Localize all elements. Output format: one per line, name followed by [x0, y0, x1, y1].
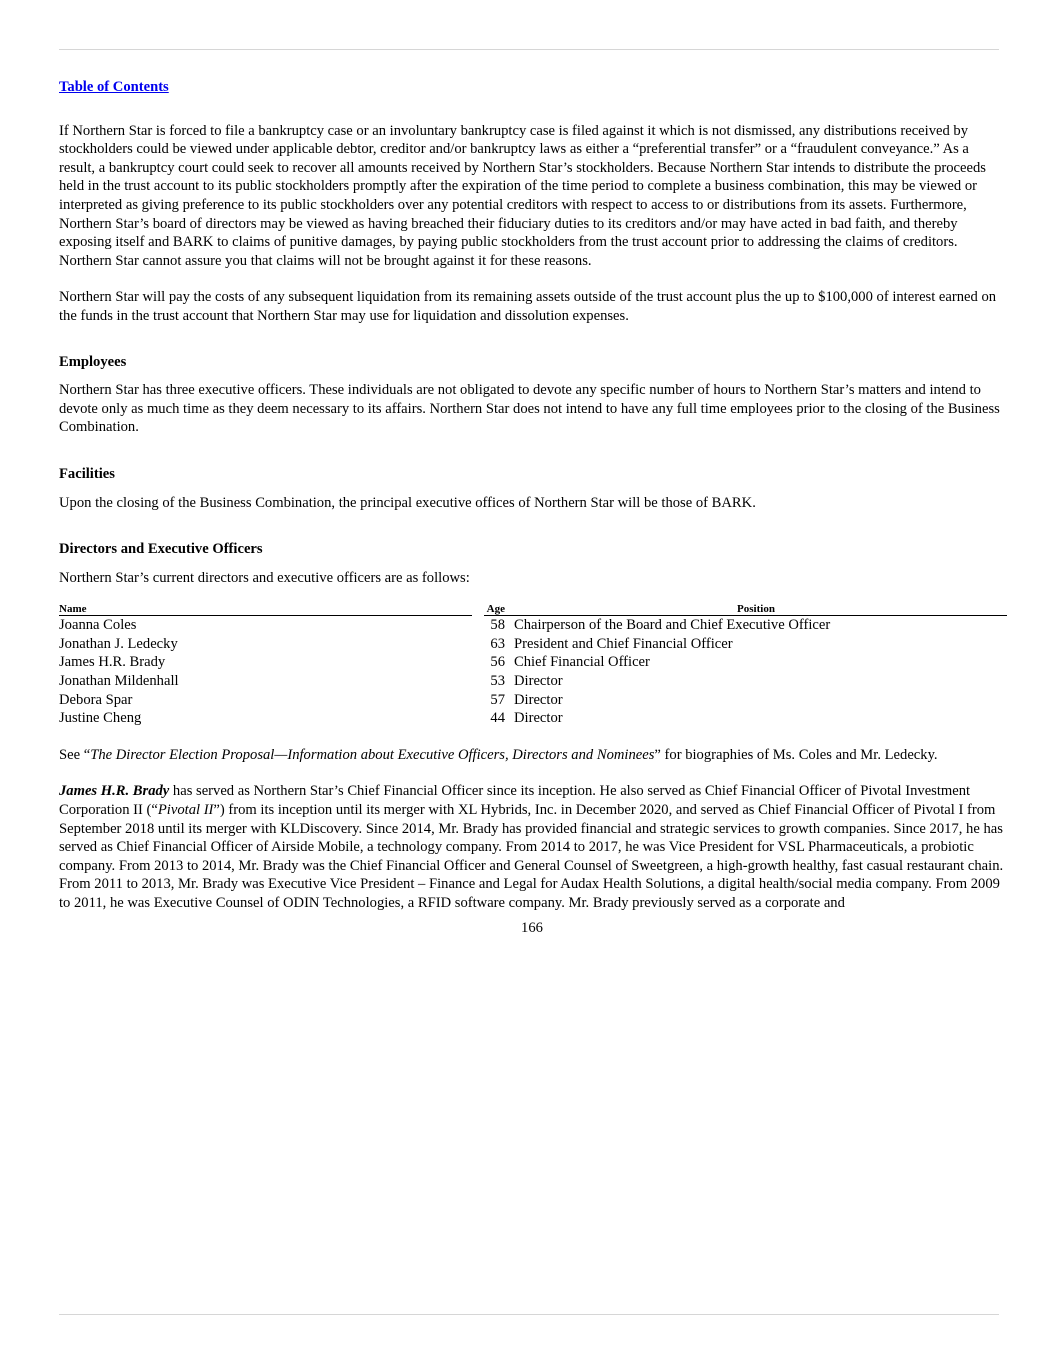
- column-gap: [472, 603, 484, 616]
- brady-bio-pivotal: Pivotal II: [157, 802, 214, 819]
- employees-heading: Employees: [59, 353, 127, 370]
- officer-name: Joanna Coles: [59, 617, 137, 634]
- officer-age: 53: [490, 673, 505, 690]
- directors-intro: Northern Star’s current directors and executive officers are as follows:: [59, 569, 470, 586]
- officer-name: Jonathan J. Ledecky: [59, 635, 178, 652]
- employees-paragraph: Northern Star has three executive officers. These individuals are not obligated to devote any specific number of hours to Northern Star’s matters and intend to devote only as much time as they deem necessary to its affairs. Northern Star does not intend to have any full time employees prior to the closing of the Business Combination.: [59, 382, 1000, 436]
- age-column-header: Age: [484, 603, 505, 616]
- officer-age: 57: [490, 691, 505, 708]
- name-column-header: Name: [59, 603, 472, 616]
- top-divider: [59, 49, 999, 50]
- officer-age: 63: [490, 635, 505, 652]
- table-row: [59, 709, 1007, 728]
- officer-name: Debora Spar: [59, 691, 133, 708]
- table-row: [59, 616, 1007, 635]
- table-row: [59, 635, 1007, 654]
- officer-name: Justine Cheng: [59, 710, 142, 727]
- bankruptcy-paragraph: If Northern Star is forced to file a bankruptcy case or an involuntary bankruptcy case is filed against it which is not dismissed, any distributions received by stockholders could be viewed under applicable debtor, creditor and/or bankruptcy laws as either a “preferential transfer” or a “fraudulent conveyance.” As a result, a bankruptcy court could seek to recover all amounts received by Northern Star’s stockholders. Because Northern Star intends to distribute the proceeds held in the trust account to its public stockholders promptly after the expiration of the time period to complete a business combination, this may be viewed or interpreted as giving preference to its public stockholders over any potential creditors with respect to access to or distributions from its assets. Furthermore, Northern Star’s board of directors may be viewed as having breached their fiduciary duties to its creditors and/or may have acted in bad faith, and thereby exposing itself and BARK to claims of punitive damages, by paying public stockholders from the trust account prior to addressing the claims of creditors. Northern Star cannot assure you that claims will not be brought against it for these reasons.: [59, 122, 986, 269]
- table-row: [59, 653, 1007, 672]
- page-number: 166: [521, 919, 543, 936]
- table-row: [59, 691, 1007, 710]
- officer-position: President and Chief Financial Officer: [514, 635, 733, 652]
- bottom-divider: [59, 1314, 999, 1315]
- officer-position: Chief Financial Officer: [514, 654, 650, 671]
- brady-bio-part2: ”) from its inception until its merger with XL Hybrids, Inc. in December 2020, and served as Chief Financial Officer of Pivotal I from September 2018 until its merger with KLDiscovery. Since 2014, Mr. Brady has provided financial and strategic services to growth companies. Since 2017, he has served as Chief Financial Officer of Airside Mobile, a technology company. From 2014 to 2017, he was Vice President for VSL Pharmaceuticals, a probiotic company. From 2013 to 2014, Mr. Brady was the Chief Financial Officer and General Counsel of Sweetgreen, a high-growth healthy, fast casual restaurant chain. From 2011 to 2013, Mr. Brady was Executive Vice President – Finance and Legal for Audax Health Solutions, a digital health/social media company. From 2009 to 2011, he was Executive Counsel of ODIN Technologies, a RFID software company. Mr. Brady previously served as a corporate and: [59, 802, 1004, 911]
- officer-name: James H.R. Brady: [59, 654, 166, 671]
- brady-name: James H.R. Brady: [59, 783, 170, 800]
- officer-position: Director: [514, 691, 563, 708]
- position-column-header: Position: [505, 603, 1007, 616]
- table-row: [59, 672, 1007, 691]
- officers-table: [59, 603, 1007, 728]
- facilities-heading: Facilities: [59, 465, 115, 482]
- officers-table-header: [59, 603, 1007, 616]
- facilities-paragraph: Upon the closing of the Business Combination, the principal executive offices of Northern Star will be those of BARK.: [59, 494, 756, 511]
- see-suffix: ” for biographies of Ms. Coles and Mr. Ledecky.: [654, 746, 938, 763]
- officer-age: 56: [490, 654, 505, 671]
- document-page: [59, 78, 1005, 937]
- directors-heading: Directors and Executive Officers: [59, 541, 263, 558]
- officer-position: Director: [514, 710, 563, 727]
- officer-position: Director: [514, 673, 563, 690]
- see-proposal-title: The Director Election Proposal—Information about Executive Officers, Directors and Nominees: [90, 746, 655, 763]
- table-of-contents-link[interactable]: Table of Contents: [59, 79, 169, 95]
- see-prefix: See “: [59, 746, 91, 763]
- liquidation-paragraph: Northern Star will pay the costs of any subsequent liquidation from its remaining assets outside of the trust account plus the up to $100,000 of interest earned on the funds in the trust account that Northern Star may use for liquidation and dissolution expenses.: [59, 289, 997, 324]
- brady-biography: [59, 782, 1005, 912]
- officer-age: 44: [490, 710, 505, 727]
- officer-age: 58: [490, 617, 505, 634]
- brady-bio-part1: has served as Northern Star’s Chief Financial Officer since its inception. He also served as Chief Financial Officer of Pivotal Investment Corporation II (“: [59, 783, 971, 819]
- officer-position: Chairperson of the Board and Chief Executive Officer: [514, 617, 831, 634]
- officer-name: Jonathan Mildenhall: [59, 673, 179, 690]
- see-reference-paragraph: [59, 746, 1005, 765]
